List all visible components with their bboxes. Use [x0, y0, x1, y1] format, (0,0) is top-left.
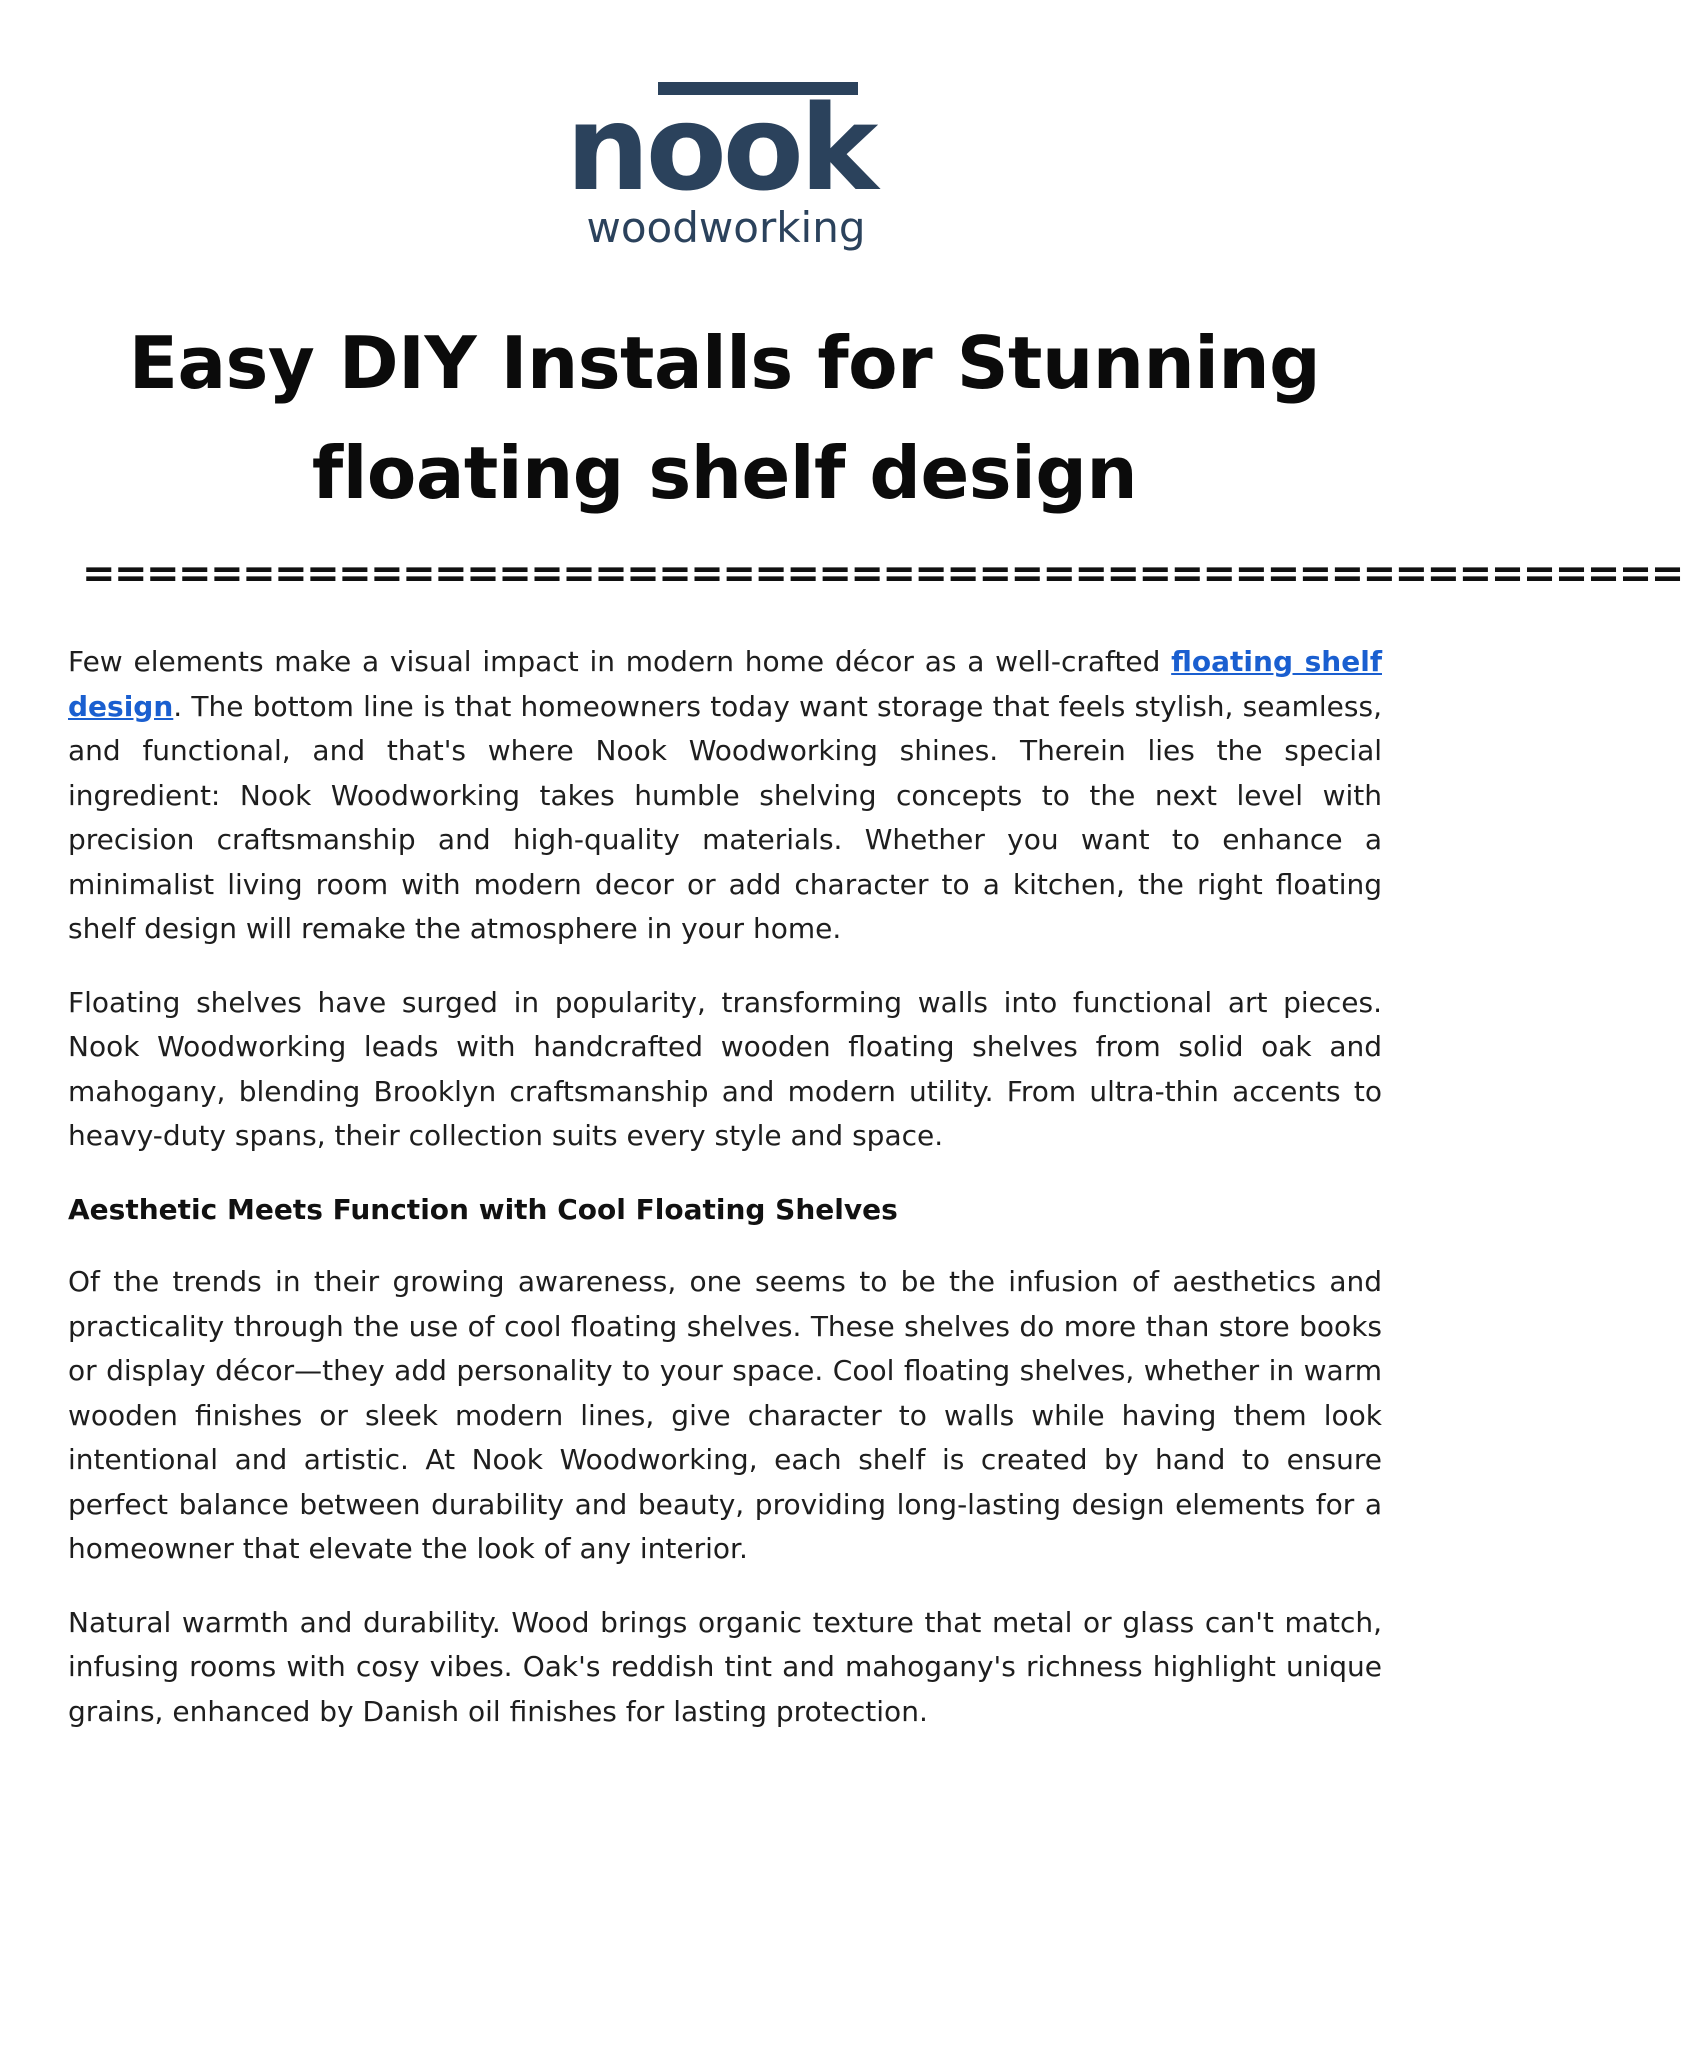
nook-woodworking-logo [565, 76, 890, 252]
section-heading: Aesthetic Meets Function with Cool Floating Shelves [68, 1192, 898, 1226]
paragraph-popularity: Floating shelves have surged in popularity, transforming walls into functional art pieces. Nook Woodworking leads with handcrafted wooden floating shelves from solid oak and mahogany, blending Brooklyn craftsmanship and modern utility. From ultra-thin accents to heavy-duty spans, their collection suits every style and space. [68, 985, 1382, 1152]
floating-shelf-design-link[interactable]: floating shelf design [68, 645, 1382, 723]
divider-line: ================================================== [82, 551, 1683, 597]
logo-brand-top: nook [565, 79, 875, 217]
article-body [68, 640, 1382, 1763]
page-title: Easy DIY Installs for Stunning floating shelf design [128, 321, 1321, 515]
logo-brand-bottom: woodworking [586, 203, 866, 252]
paragraph-intro [68, 640, 1382, 952]
paragraph-intro-rest: . The bottom line is that homeowners today want storage that feels stylish, seamless, and functional, and that's where Nook Woodworking shines. Therein lies the special ingredient: Nook Woodworking takes humble shelving concepts to the next level with precision craftsmanship and high-quality materials. Whether you want to enhance a minimalist living room with modern decor or add character to a kitchen, the right floating shelf design will remake the atmosphere in your home. [68, 689, 1382, 945]
paragraph-warmth: Natural warmth and durability. Wood brings organic texture that metal or glass can't match, infusing rooms with cosy vibes. Oak's reddish tint and mahogany's richness highlight unique grains, enhanced by Danish oil finishes for lasting protection. [68, 1605, 1382, 1728]
paragraph-intro-lead: Few elements make a visual impact in modern home décor as a well-crafted [68, 645, 1172, 678]
logo-graphic [565, 76, 890, 252]
paragraph-aesthetics: Of the trends in their growing awareness, one seems to be the infusion of aesthetics and practicality through the use of cool floating shelves. These shelves do more than store books or display décor—they add personality to your space. Cool floating shelves, whether in warm wooden finishes or sleek modern lines, give character to walls while having them look intentional and artistic. At Nook Woodworking, each shelf is created by hand to ensure perfect balance between durability and beauty, providing long-lasting design elements for a homeowner that elevate the look of any interior. [68, 1265, 1382, 1565]
